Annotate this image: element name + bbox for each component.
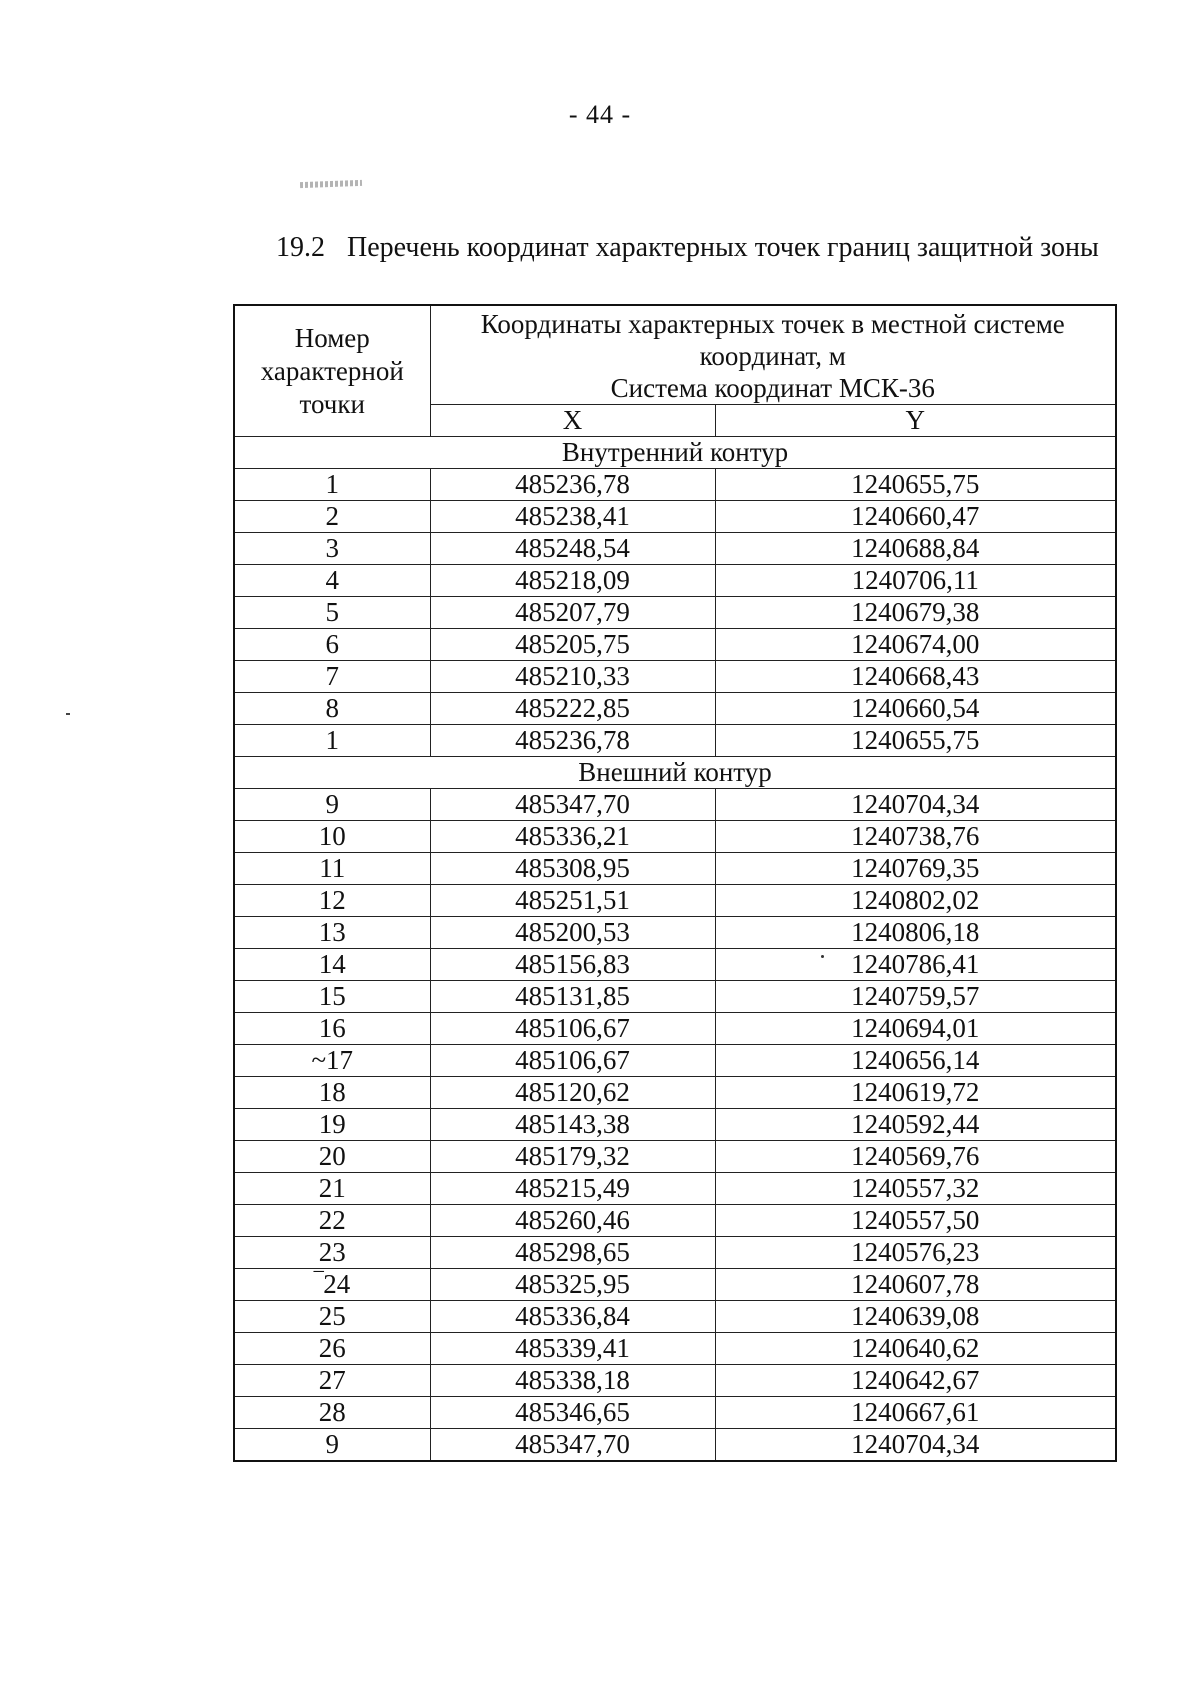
x-coordinate-cell: 485346,65 — [430, 1397, 715, 1429]
point-number-cell: ~17 — [234, 1045, 430, 1077]
x-coordinate-cell: 485339,41 — [430, 1333, 715, 1365]
point-number-cell: 10 — [234, 821, 430, 853]
y-coordinate-cell: 1240569,76 — [715, 1141, 1116, 1173]
point-number-cell: 9 — [234, 789, 430, 821]
y-coordinate-cell: 1240656,14 — [715, 1045, 1116, 1077]
x-coordinate-cell: 485251,51 — [430, 885, 715, 917]
table-row — [234, 1077, 1116, 1109]
y-coordinate-cell: 1240640,62 — [715, 1333, 1116, 1365]
y-coordinate-cell: 1240738,76 — [715, 821, 1116, 853]
point-number-cell: 13 — [234, 917, 430, 949]
point-number-cell: 7 — [234, 661, 430, 693]
x-coordinate-cell: 485205,75 — [430, 629, 715, 661]
x-coordinate-cell: 485238,41 — [430, 501, 715, 533]
x-coordinate-cell: 485347,70 — [430, 789, 715, 821]
table-row — [234, 693, 1116, 725]
y-coordinate-cell: 1240679,38 — [715, 597, 1116, 629]
scan-artifact-dot — [66, 713, 70, 715]
section-title: Перечень координат характерных точек границ защитной зоны — [347, 232, 1099, 263]
table-header — [234, 305, 1116, 437]
y-coordinate-cell: 1240668,43 — [715, 661, 1116, 693]
point-number-cell: 23 — [234, 1237, 430, 1269]
table-row — [234, 629, 1116, 661]
table-row — [234, 1013, 1116, 1045]
x-coordinate-cell: 485131,85 — [430, 981, 715, 1013]
table-row — [234, 565, 1116, 597]
table-row — [234, 1429, 1116, 1462]
point-number-cell: 1 — [234, 725, 430, 757]
y-coordinate-cell: 1240576,23 — [715, 1237, 1116, 1269]
y-coordinate-cell: 1240655,75 — [715, 725, 1116, 757]
point-number-cell: 20 — [234, 1141, 430, 1173]
point-number-cell: 15 — [234, 981, 430, 1013]
point-number-cell: 27 — [234, 1365, 430, 1397]
x-coordinate-cell: 485236,78 — [430, 469, 715, 501]
table-row — [234, 1205, 1116, 1237]
point-number-cell: 11 — [234, 853, 430, 885]
point-number-cell: 12 — [234, 885, 430, 917]
section-heading — [276, 232, 1099, 264]
x-coordinate-cell: 485222,85 — [430, 693, 715, 725]
section-number: 19.2 — [276, 232, 325, 263]
contour-label: Внешний контур — [234, 757, 1116, 789]
table-row — [234, 1301, 1116, 1333]
y-coordinate-cell: 1240806,18 — [715, 917, 1116, 949]
x-coordinate-cell: 485260,46 — [430, 1205, 715, 1237]
y-coordinate-cell: 1240704,34 — [715, 789, 1116, 821]
contour-outer-row — [234, 757, 1116, 789]
x-coordinate-cell: 485347,70 — [430, 1429, 715, 1462]
table-row — [234, 501, 1116, 533]
point-number-cell: 26 — [234, 1333, 430, 1365]
table-row — [234, 821, 1116, 853]
point-number-cell: 6 — [234, 629, 430, 661]
x-coordinate-cell: 485236,78 — [430, 725, 715, 757]
y-coordinate-cell: 1240619,72 — [715, 1077, 1116, 1109]
y-coordinate-cell: 1240667,61 — [715, 1397, 1116, 1429]
point-number-cell: 14 — [234, 949, 430, 981]
contour-label: Внутренний контур — [234, 437, 1116, 469]
y-coordinate-cell: 1240592,44 — [715, 1109, 1116, 1141]
point-number-cell: 21 — [234, 1173, 430, 1205]
y-coordinate-cell: 1240802,02 — [715, 885, 1116, 917]
y-coordinate-cell: 1240694,01 — [715, 1013, 1116, 1045]
point-number-cell: 9 — [234, 1429, 430, 1462]
x-coordinate-cell: 485106,67 — [430, 1013, 715, 1045]
point-number-cell: 3 — [234, 533, 430, 565]
point-number-cell: 16 — [234, 1013, 430, 1045]
x-coordinate-cell: 485338,18 — [430, 1365, 715, 1397]
table-row — [234, 789, 1116, 821]
y-coordinate-cell: 1240557,50 — [715, 1205, 1116, 1237]
table-body — [234, 437, 1116, 1462]
x-coordinate-cell: 485218,09 — [430, 565, 715, 597]
header-y: Y — [715, 405, 1116, 437]
point-number-cell: 5 — [234, 597, 430, 629]
x-coordinate-cell: 485120,62 — [430, 1077, 715, 1109]
coordinates-table — [233, 304, 1117, 1462]
point-number-cell: 28 — [234, 1397, 430, 1429]
table-row — [234, 1109, 1116, 1141]
table-row — [234, 1269, 1116, 1301]
point-number-cell: 22 — [234, 1205, 430, 1237]
header-x: X — [430, 405, 715, 437]
y-coordinate-cell: 1240769,35 — [715, 853, 1116, 885]
table-row — [234, 469, 1116, 501]
scan-artifact-mark — [300, 180, 362, 188]
y-coordinate-cell: 1240759,57 — [715, 981, 1116, 1013]
contour-inner-row — [234, 437, 1116, 469]
table-row — [234, 1333, 1116, 1365]
table-row — [234, 949, 1116, 981]
table-row — [234, 1365, 1116, 1397]
scan-artifact-dot — [821, 955, 824, 958]
x-coordinate-cell: 485248,54 — [430, 533, 715, 565]
x-coordinate-cell: 485200,53 — [430, 917, 715, 949]
table-row — [234, 1173, 1116, 1205]
table-row — [234, 885, 1116, 917]
point-number-cell: 19 — [234, 1109, 430, 1141]
x-coordinate-cell: 485325,95 — [430, 1269, 715, 1301]
x-coordinate-cell: 485298,65 — [430, 1237, 715, 1269]
table-row — [234, 1237, 1116, 1269]
point-number-cell: 4 — [234, 565, 430, 597]
point-number-cell: ‾24 — [234, 1269, 430, 1301]
x-coordinate-cell: 485336,21 — [430, 821, 715, 853]
y-coordinate-cell: 1240660,54 — [715, 693, 1116, 725]
point-number-cell: 1 — [234, 469, 430, 501]
y-coordinate-cell: 1240655,75 — [715, 469, 1116, 501]
table-row — [234, 917, 1116, 949]
table-row — [234, 1141, 1116, 1173]
table-row — [234, 981, 1116, 1013]
y-coordinate-cell: 1240706,11 — [715, 565, 1116, 597]
x-coordinate-cell: 485207,79 — [430, 597, 715, 629]
x-coordinate-cell: 485179,32 — [430, 1141, 715, 1173]
y-coordinate-cell: 1240607,78 — [715, 1269, 1116, 1301]
y-coordinate-cell: 1240786,41 — [715, 949, 1116, 981]
y-coordinate-cell: 1240639,08 — [715, 1301, 1116, 1333]
header-coordinates — [430, 305, 1116, 405]
x-coordinate-cell: 485336,84 — [430, 1301, 715, 1333]
table-row — [234, 725, 1116, 757]
header-point-number: Номер характерной точки — [234, 305, 430, 437]
table-row — [234, 533, 1116, 565]
y-coordinate-cell: 1240704,34 — [715, 1429, 1116, 1462]
y-coordinate-cell: 1240674,00 — [715, 629, 1116, 661]
y-coordinate-cell: 1240557,32 — [715, 1173, 1116, 1205]
header-coordinates-line3: Система координат МСК-36 — [610, 373, 935, 403]
table-row — [234, 661, 1116, 693]
y-coordinate-cell: 1240642,67 — [715, 1365, 1116, 1397]
x-coordinate-cell: 485106,67 — [430, 1045, 715, 1077]
page-number: - 44 - — [568, 100, 632, 129]
x-coordinate-cell: 485308,95 — [430, 853, 715, 885]
x-coordinate-cell: 485210,33 — [430, 661, 715, 693]
table-row — [234, 597, 1116, 629]
x-coordinate-cell: 485156,83 — [430, 949, 715, 981]
point-number-cell: 25 — [234, 1301, 430, 1333]
point-number-cell: 8 — [234, 693, 430, 725]
table-row — [234, 1045, 1116, 1077]
point-number-cell: 2 — [234, 501, 430, 533]
y-coordinate-cell: 1240688,84 — [715, 533, 1116, 565]
table-row — [234, 1397, 1116, 1429]
x-coordinate-cell: 485143,38 — [430, 1109, 715, 1141]
header-coordinates-line1: Координаты характерных точек в местной системе — [480, 309, 1065, 339]
header-coordinates-line2: координат, м — [699, 341, 846, 371]
table-row — [234, 853, 1116, 885]
y-coordinate-cell: 1240660,47 — [715, 501, 1116, 533]
point-number-cell: 18 — [234, 1077, 430, 1109]
x-coordinate-cell: 485215,49 — [430, 1173, 715, 1205]
